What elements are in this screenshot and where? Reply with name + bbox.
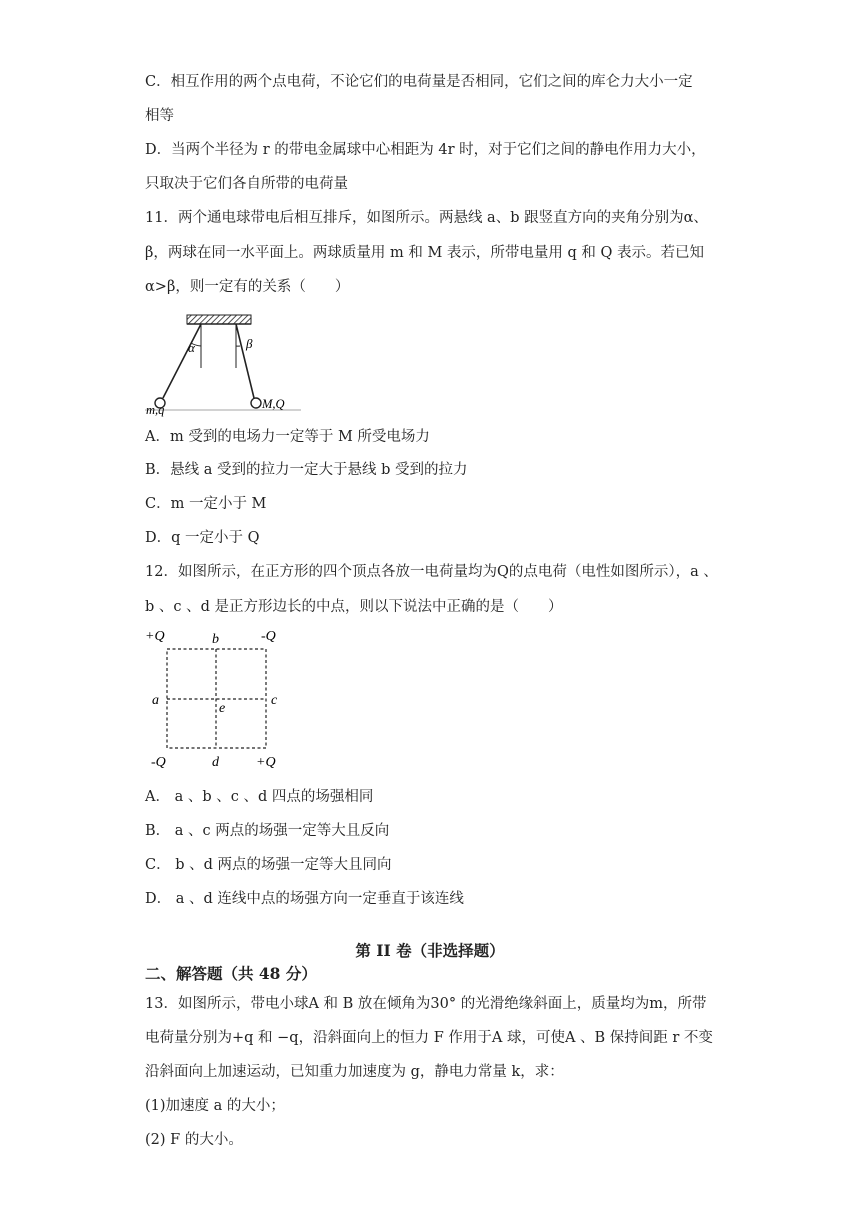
point-d-label: d	[212, 755, 219, 770]
label-right-ball: M,Q	[262, 397, 285, 411]
question-11-option-c: C．m 一定小于 M	[145, 496, 267, 512]
question-12-option-a: A． a 、b 、c 、d 四点的场强相同	[145, 789, 374, 805]
charge-bottom-right: +Q	[256, 755, 276, 770]
option-c-line-1: C．相互作用的两个点电荷，不论它们的电荷量是否相同，它们之间的库仑力大小一定	[145, 74, 693, 90]
charge-top-left: +Q	[145, 629, 165, 644]
point-c-label: c	[271, 693, 278, 708]
option-c-line-2: 相等	[145, 108, 174, 124]
point-a-label: a	[152, 693, 159, 708]
ceiling-support	[187, 315, 251, 324]
question-11-line-3: α>β，则一定有的关系（ ）	[145, 279, 350, 295]
label-left-ball: m,q	[146, 403, 165, 417]
figure-12-square-charges	[143, 624, 293, 772]
point-b-label: b	[212, 632, 219, 647]
question-12-line-2: b 、c 、d 是正方形边长的中点，则以下说法中正确的是（ ）	[145, 599, 563, 615]
question-12-line-1: 12．如图所示，在正方形的四个顶点各放一电荷量均为Q的点电荷（电性如图所示），a 、	[145, 564, 718, 580]
question-13-line-2: 电荷量分别为+q 和 −q，沿斜面向上的恒力 F 作用于A 球，可使A 、B 保持间距 r 不变	[145, 1030, 713, 1046]
question-12-option-d: D． a 、d 连线中点的场强方向一定垂直于该连线	[145, 891, 464, 907]
question-13-part-2: (2) F 的大小。	[145, 1132, 243, 1148]
point-e-label: e	[219, 701, 226, 716]
question-13-part-1: (1)加速度 a 的大小；	[145, 1098, 285, 1114]
question-13-line-3: 沿斜面向上加速运动，已知重力加速度为 g，静电力常量 k，求：	[145, 1064, 564, 1080]
question-11-line-2: β，两球在同一水平面上。两球质量用 m 和 M 表示，所带电量用 q 和 Q 表示。若已知	[145, 245, 705, 261]
label-beta: β	[246, 336, 253, 351]
thread-a	[163, 324, 201, 398]
section-heading: 二、解答题（共 48 分）	[145, 964, 317, 983]
question-11-option-a: A．m 受到的电场力一定等于 M 所受电场力	[145, 429, 430, 445]
option-d-line-2: 只取决于它们各自所带的电荷量	[145, 176, 348, 192]
question-13-line-1: 13．如图所示，带电小球A 和 B 放在倾角为30° 的光滑绝缘斜面上，质量均为m，所带	[145, 996, 707, 1012]
question-11-line-1: 11．两个通电球带电后相互排斥，如图所示。两悬线 a、b 跟竖直方向的夹角分别为α、	[145, 210, 708, 226]
question-11-option-b: B．悬线 a 受到的拉力一定大于悬线 b 受到的拉力	[145, 462, 468, 478]
section-title: 第 II 卷（非选择题）	[355, 941, 505, 960]
question-11-option-d: D．q 一定小于 Q	[145, 530, 260, 546]
option-d-line-1: D．当两个半径为 r 的带电金属球中心相距为 4r 时，对于它们之间的静电作用力大小，	[145, 142, 706, 158]
label-alpha: α	[188, 340, 195, 355]
figure-11-pendulums	[143, 312, 303, 418]
question-12-option-b: B． a 、c 两点的场强一定等大且反向	[145, 823, 390, 839]
question-12-option-c: C． b 、d 两点的场强一定等大且同向	[145, 857, 392, 873]
charge-bottom-left: -Q	[151, 755, 166, 770]
ball-M	[251, 398, 261, 408]
charge-top-right: -Q	[261, 629, 276, 644]
